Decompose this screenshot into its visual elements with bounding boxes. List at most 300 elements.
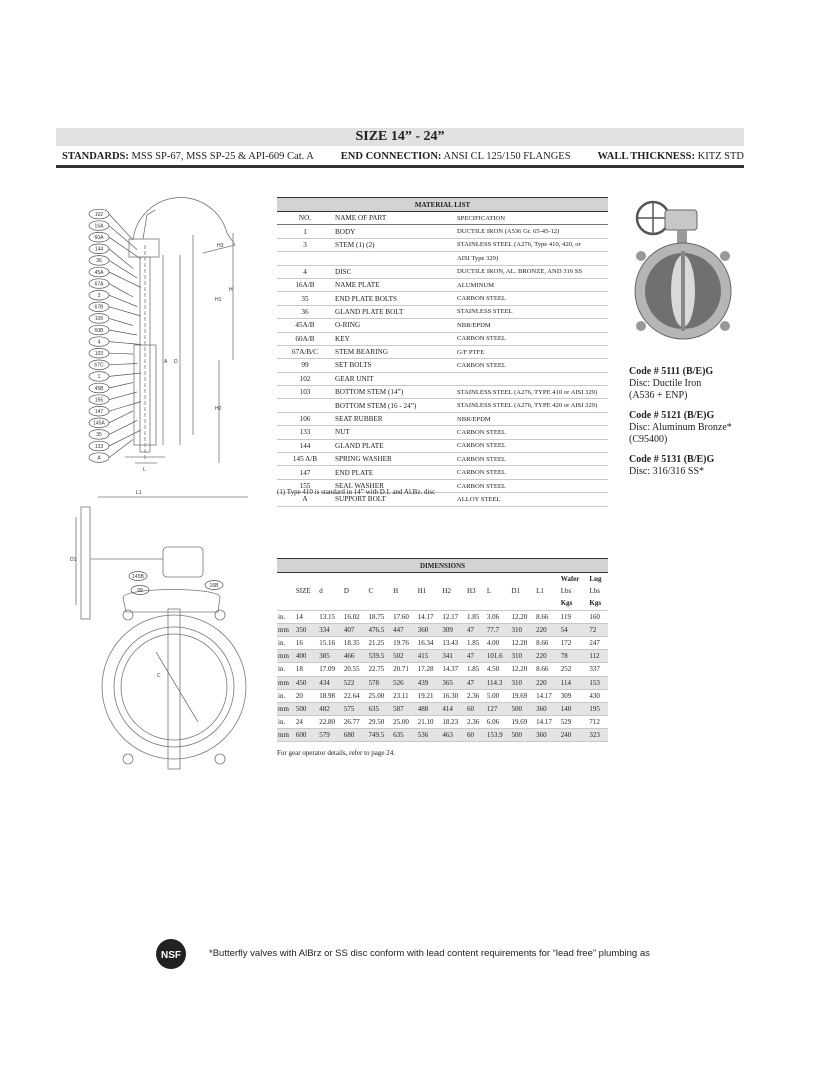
dimension-cell: 16.30 bbox=[441, 689, 466, 702]
dimension-cell: 407 bbox=[343, 623, 368, 636]
code-block-5111 bbox=[629, 366, 759, 402]
material-row bbox=[277, 265, 608, 278]
dimension-cell: 450 bbox=[295, 676, 318, 689]
dimension-cell: 240 bbox=[560, 729, 589, 742]
material-name: KEY bbox=[333, 332, 455, 345]
material-name: BOTTOM STEM (16 - 24”) bbox=[333, 399, 455, 412]
dimension-cell: 14.17 bbox=[417, 610, 442, 623]
dimension-row bbox=[277, 663, 608, 676]
material-row bbox=[277, 453, 608, 466]
material-no: 60A/B bbox=[277, 332, 333, 345]
balloon-label: 155 bbox=[94, 397, 104, 404]
col-header-no: NO. bbox=[277, 212, 333, 225]
dimension-cell: 140 bbox=[560, 702, 589, 715]
col-header-name: NAME OF PART bbox=[333, 212, 455, 225]
handwheel-arc bbox=[133, 198, 227, 240]
dimension-cell: 18.98 bbox=[318, 689, 343, 702]
standards bbox=[62, 151, 314, 162]
material-list-table bbox=[277, 197, 608, 507]
dim-label-d: D bbox=[174, 359, 178, 365]
dimension-cell: 19.21 bbox=[417, 689, 442, 702]
material-row bbox=[277, 399, 608, 412]
dimension-cell: 22.75 bbox=[367, 663, 392, 676]
dimension-cell: 578 bbox=[367, 676, 392, 689]
material-row bbox=[277, 305, 608, 318]
dimension-unit: mm bbox=[277, 729, 295, 742]
balloon-label: 145A bbox=[93, 420, 105, 427]
balloon-145b: 145B bbox=[132, 574, 144, 580]
dimension-row bbox=[277, 729, 608, 742]
col-header: H3 bbox=[467, 587, 476, 596]
dimension-cell: 463 bbox=[441, 729, 466, 742]
dimension-cell: 309 bbox=[560, 689, 589, 702]
dimension-cell: 24 bbox=[295, 716, 318, 729]
dimension-cell: 6.06 bbox=[486, 716, 511, 729]
header-lbs: Lbs bbox=[589, 587, 600, 596]
balloon-label: 133 bbox=[94, 443, 104, 450]
valve-section-drawing bbox=[85, 195, 245, 475]
dimension-cell: 12.20 bbox=[510, 636, 535, 649]
header-kgs: Kgs bbox=[588, 597, 608, 610]
material-row bbox=[277, 319, 608, 332]
dimension-cell: 360 bbox=[535, 729, 560, 742]
balloon-leader bbox=[109, 411, 133, 423]
dimension-cell: 14.37 bbox=[441, 663, 466, 676]
balloon-label: 67C bbox=[94, 362, 104, 369]
dimension-cell: 579 bbox=[318, 729, 343, 742]
balloon-leader bbox=[109, 330, 137, 335]
end-connection bbox=[341, 151, 571, 162]
dimension-cell: 20 bbox=[295, 689, 318, 702]
dimension-cell: 19.69 bbox=[510, 716, 535, 729]
col-header: SIZE bbox=[295, 587, 311, 596]
dimension-cell: 112 bbox=[588, 650, 608, 663]
dimension-cell: 310 bbox=[510, 650, 535, 663]
balloon-16b: 16B bbox=[209, 583, 219, 589]
balloon-leader bbox=[109, 402, 141, 412]
dimension-cell: 23.11 bbox=[392, 689, 417, 702]
dim-label-h: H bbox=[229, 287, 233, 293]
material-row bbox=[277, 332, 608, 345]
material-spec: STAINLESS STEEL (A276, Type 410, 420, or bbox=[455, 238, 608, 251]
material-no: 1 bbox=[277, 225, 333, 238]
dimension-cell: 12.20 bbox=[510, 663, 535, 676]
code-disc-detail: (A536 + ENP) bbox=[629, 390, 688, 401]
balloon-label: 144 bbox=[94, 246, 104, 253]
dimension-cell: 360 bbox=[417, 623, 442, 636]
material-list-title: MATERIAL LIST bbox=[277, 198, 608, 212]
col-header: D bbox=[343, 587, 349, 596]
material-name: SPRING WASHER bbox=[333, 453, 455, 466]
dimension-row bbox=[277, 702, 608, 715]
balloon-label: 102 bbox=[94, 211, 104, 218]
dimension-cell: 526 bbox=[392, 676, 417, 689]
header-lug: Lug bbox=[589, 575, 602, 584]
flange-outer-circle bbox=[102, 615, 246, 759]
material-no: 4 bbox=[277, 265, 333, 278]
dimension-cell: 252 bbox=[560, 663, 589, 676]
balloon-leader bbox=[109, 392, 137, 400]
material-row bbox=[277, 426, 608, 439]
material-name: SEAT RUBBER bbox=[333, 412, 455, 425]
material-name: NAME PLATE bbox=[333, 278, 455, 291]
dimension-cell: 600 bbox=[295, 729, 318, 742]
nsf-logo bbox=[155, 938, 187, 970]
handwheel-edge bbox=[81, 507, 90, 619]
dimension-cell: 8.66 bbox=[535, 610, 560, 623]
dimension-cell: 17.60 bbox=[392, 610, 417, 623]
dimensions-note: For gear operator details, refer to page 24. bbox=[277, 749, 395, 757]
dimension-cell: 20.55 bbox=[343, 663, 368, 676]
balloon-label: 60B bbox=[94, 327, 104, 334]
dimension-cell: 13.43 bbox=[441, 636, 466, 649]
material-spec: AISI Type 329) bbox=[455, 252, 608, 265]
balloon-label: 60A bbox=[94, 235, 104, 241]
material-spec: NBR/EPDM bbox=[455, 412, 608, 425]
balloon-leader bbox=[109, 353, 133, 354]
balloon-label: 147 bbox=[94, 409, 104, 415]
material-name: SUPPORT BOLT bbox=[333, 493, 455, 506]
material-spec: CARBON STEEL bbox=[455, 359, 608, 372]
dimension-cell: 1.85 bbox=[466, 636, 486, 649]
material-no: 145 A/B bbox=[277, 453, 333, 466]
dim-label-a: A bbox=[164, 359, 168, 365]
material-row bbox=[277, 372, 608, 385]
dimension-cell: 172 bbox=[560, 636, 589, 649]
col-header: d bbox=[319, 587, 323, 596]
dimension-row bbox=[277, 676, 608, 689]
dimension-cell: 25.00 bbox=[367, 689, 392, 702]
dimension-cell: 220 bbox=[535, 676, 560, 689]
dimension-cell: 439 bbox=[417, 676, 442, 689]
gear-box bbox=[163, 547, 203, 577]
col-header: C bbox=[368, 587, 374, 596]
material-spec: CARBON STEEL bbox=[455, 453, 608, 466]
balloon-leader bbox=[109, 364, 137, 365]
material-name: DISC bbox=[333, 265, 455, 278]
dimension-cell: 14.17 bbox=[535, 689, 560, 702]
dim-label-h2: H2 bbox=[215, 406, 222, 412]
dimension-cell: 3.06 bbox=[486, 610, 511, 623]
dimension-cell: 434 bbox=[318, 676, 343, 689]
dimension-cell: 29.50 bbox=[367, 716, 392, 729]
dim-label-d1: D1 bbox=[70, 557, 77, 563]
dimension-cell: 114 bbox=[560, 676, 589, 689]
balloon-leader bbox=[109, 373, 141, 376]
balloon-label: A bbox=[97, 455, 101, 462]
dimension-cell: 310 bbox=[510, 676, 535, 689]
dimension-cell: 4.50 bbox=[486, 663, 511, 676]
standards-label: STANDARDS: bbox=[62, 151, 129, 162]
code-disc: Disc: 316/316 SS* bbox=[629, 466, 705, 477]
dimension-cell: 114.3 bbox=[486, 676, 511, 689]
dimension-cell: 522 bbox=[343, 676, 368, 689]
balloon-label: 103 bbox=[94, 351, 104, 357]
dimension-cell: 500 bbox=[295, 702, 318, 715]
dim-label-h1: H1 bbox=[215, 297, 222, 303]
material-spec: STAINLESS STEEL bbox=[455, 305, 608, 318]
dimension-cell: 447 bbox=[392, 623, 417, 636]
product-codes bbox=[629, 366, 759, 486]
dimension-cell: 5.00 bbox=[486, 689, 511, 702]
dimension-cell: 26.77 bbox=[343, 716, 368, 729]
dimension-unit: in. bbox=[277, 636, 295, 649]
dimension-cell: 415 bbox=[417, 650, 442, 663]
material-spec: DUCTILE IRON, AL. BRONZE, AND 316 SS bbox=[455, 265, 608, 278]
material-no: 36 bbox=[277, 305, 333, 318]
balloon-leader bbox=[109, 440, 133, 458]
material-spec: CARBON STEEL bbox=[455, 439, 608, 452]
dimension-cell: 153.9 bbox=[486, 729, 511, 742]
dimension-cell: 47 bbox=[466, 650, 486, 663]
col-header: H2 bbox=[442, 587, 451, 596]
material-no: 155 bbox=[277, 479, 333, 492]
dimension-unit: mm bbox=[277, 676, 295, 689]
dimension-unit: in. bbox=[277, 610, 295, 623]
wall-thickness-value: KITZ STD bbox=[697, 151, 744, 162]
dimension-cell: 15.16 bbox=[318, 636, 343, 649]
balloon-label: 1 bbox=[97, 374, 101, 381]
dimension-cell: 25.00 bbox=[392, 716, 417, 729]
material-row bbox=[277, 359, 608, 372]
material-row bbox=[277, 466, 608, 479]
balloon-99: 99 bbox=[137, 588, 143, 594]
dimension-cell: 310 bbox=[510, 623, 535, 636]
dimension-cell: 4.00 bbox=[486, 636, 511, 649]
wall-thickness bbox=[597, 151, 744, 162]
dimension-cell: 502 bbox=[392, 650, 417, 663]
material-no: 99 bbox=[277, 359, 333, 372]
material-row bbox=[277, 412, 608, 425]
dimension-cell: 195 bbox=[588, 702, 608, 715]
dimension-cell: 153 bbox=[588, 676, 608, 689]
lead-free-footnote: *Butterfly valves with AlBrz or SS disc conform with lead content requirements for “lead free” plumbing as bbox=[209, 948, 650, 959]
nsf-logo-text: NSF bbox=[161, 950, 181, 961]
dimension-cell: 488 bbox=[417, 702, 442, 715]
material-spec: STAINLESS STEEL (A276, TYPE 420 or AISI 329) bbox=[455, 399, 608, 412]
dimension-cell: 16.34 bbox=[417, 636, 442, 649]
dimension-cell: 13.15 bbox=[318, 610, 343, 623]
header-lbs: Lbs bbox=[560, 587, 572, 596]
dimension-cell: 587 bbox=[392, 702, 417, 715]
code-block-5131 bbox=[629, 454, 759, 478]
standards-row bbox=[62, 151, 744, 162]
dimension-unit: in. bbox=[277, 716, 295, 729]
dimension-cell: 680 bbox=[343, 729, 368, 742]
dimension-cell: 16 bbox=[295, 636, 318, 649]
dimension-cell: 635 bbox=[392, 729, 417, 742]
dimension-cell: 19.76 bbox=[392, 636, 417, 649]
material-spec bbox=[455, 372, 608, 385]
dimension-cell: 119 bbox=[560, 610, 589, 623]
material-no: 67A/B/C bbox=[277, 345, 333, 358]
dimension-cell: 17.28 bbox=[417, 663, 442, 676]
dimension-cell: 18 bbox=[295, 663, 318, 676]
col-header: D1 bbox=[511, 587, 521, 596]
material-no: 147 bbox=[277, 466, 333, 479]
material-row bbox=[277, 292, 608, 305]
dimension-cell: 2.36 bbox=[466, 716, 486, 729]
balloon-leader bbox=[109, 421, 137, 435]
dimension-cell: 712 bbox=[588, 716, 608, 729]
dimension-row bbox=[277, 610, 608, 623]
dimension-cell: 482 bbox=[318, 702, 343, 715]
dimension-cell: 19.69 bbox=[510, 689, 535, 702]
material-name: BODY bbox=[333, 225, 455, 238]
material-no: 144 bbox=[277, 439, 333, 452]
material-name: GLAND PLATE BOLT bbox=[333, 305, 455, 318]
dimension-cell: 54 bbox=[560, 623, 589, 636]
dim-label-l1: L1 bbox=[136, 490, 142, 496]
size-title: SIZE 14” - 24” bbox=[56, 128, 744, 146]
material-spec: CARBON STEEL bbox=[455, 426, 608, 439]
dimension-cell: 1.85 bbox=[466, 663, 486, 676]
dimension-cell: 20.71 bbox=[392, 663, 417, 676]
dimension-unit: in. bbox=[277, 663, 295, 676]
material-row bbox=[277, 238, 608, 251]
material-no: A bbox=[277, 493, 333, 506]
dimension-cell: 500 bbox=[510, 729, 535, 742]
balloon-label: 45B bbox=[94, 385, 104, 392]
balloon-leader bbox=[109, 237, 141, 259]
dimension-cell: 22.64 bbox=[343, 689, 368, 702]
dimension-cell: 2.36 bbox=[466, 689, 486, 702]
standards-value: MSS SP-67, MSS SP-25 & API-609 Cat. A bbox=[131, 151, 314, 162]
material-no: 45A/B bbox=[277, 319, 333, 332]
col-header: L bbox=[486, 587, 492, 596]
balloon-label: 36 bbox=[96, 258, 102, 265]
col-header-spec: SPECIFICATION bbox=[455, 212, 608, 225]
balloon-label: 45A bbox=[94, 269, 104, 276]
dimension-cell: 476.5 bbox=[367, 623, 392, 636]
material-spec: CARBON STEEL bbox=[455, 479, 608, 492]
dimension-cell: 21.25 bbox=[367, 636, 392, 649]
valve-front-drawing bbox=[68, 487, 258, 777]
dimension-cell: 635 bbox=[367, 702, 392, 715]
dimension-cell: 385 bbox=[318, 650, 343, 663]
wall-thickness-label: WALL THICKNESS: bbox=[597, 151, 695, 162]
header-rule bbox=[56, 165, 744, 168]
material-no: 106 bbox=[277, 412, 333, 425]
dimension-cell: 18.75 bbox=[367, 610, 392, 623]
balloon-leader bbox=[109, 260, 137, 278]
balloon-label: 67B bbox=[94, 304, 104, 311]
dimension-cell: 47 bbox=[466, 676, 486, 689]
material-name: END PLATE bbox=[333, 466, 455, 479]
material-spec: NBR/EPDM bbox=[455, 319, 608, 332]
dimension-cell: 22.80 bbox=[318, 716, 343, 729]
material-row bbox=[277, 345, 608, 358]
material-no: 102 bbox=[277, 372, 333, 385]
balloon-label: 67A bbox=[94, 281, 104, 288]
material-name bbox=[333, 252, 455, 265]
dimension-cell: 536 bbox=[417, 729, 442, 742]
balloon-leader bbox=[109, 307, 141, 316]
dimension-cell: 12.20 bbox=[510, 610, 535, 623]
material-name: SEAL WASHER bbox=[333, 479, 455, 492]
dimensions-table bbox=[277, 558, 608, 742]
material-name: BOTTOM STEM (14”) bbox=[333, 386, 455, 399]
dimension-cell: 127 bbox=[486, 702, 511, 715]
dimension-cell: 309 bbox=[441, 623, 466, 636]
dimension-cell: 220 bbox=[535, 623, 560, 636]
material-name: GLAND PLATE bbox=[333, 439, 455, 452]
valve-photo bbox=[625, 196, 737, 346]
material-name: SET BOLTS bbox=[333, 359, 455, 372]
dimension-cell: 60 bbox=[466, 729, 486, 742]
material-no: 103 bbox=[277, 386, 333, 399]
dimension-cell: 72 bbox=[588, 623, 608, 636]
dimension-cell: 247 bbox=[588, 636, 608, 649]
material-no: 35 bbox=[277, 292, 333, 305]
dimension-unit: in. bbox=[277, 689, 295, 702]
dimensions-title: DIMENSIONS bbox=[277, 559, 608, 573]
material-spec: ALUMINUM bbox=[455, 278, 608, 291]
col-header: L1 bbox=[536, 587, 544, 596]
dimension-cell: 337 bbox=[588, 663, 608, 676]
dimension-row bbox=[277, 650, 608, 663]
code-block-5121 bbox=[629, 410, 759, 446]
dimension-cell: 360 bbox=[535, 702, 560, 715]
material-note: (1) Type 410 is standard in 14” with D.I. and Al.Bz. disc bbox=[277, 488, 436, 496]
balloon-label: 35 bbox=[96, 432, 102, 439]
code-disc: Disc: Ductile Iron bbox=[629, 378, 702, 389]
material-spec: G/F PTFE bbox=[455, 345, 608, 358]
dimension-cell: 334 bbox=[318, 623, 343, 636]
dimension-cell: 341 bbox=[441, 650, 466, 663]
end-connection-label: END CONNECTION: bbox=[340, 151, 442, 162]
dimension-cell: 500 bbox=[510, 702, 535, 715]
code-disc-detail: (C95400) bbox=[629, 434, 668, 445]
balloon-leader bbox=[109, 318, 133, 325]
material-no bbox=[277, 399, 333, 412]
end-connection-value: ANSI CL 125/150 FLANGES bbox=[443, 151, 571, 162]
material-name: O-RING bbox=[333, 319, 455, 332]
dimension-cell: 18.35 bbox=[343, 636, 368, 649]
dimension-cell: 1.85 bbox=[466, 610, 486, 623]
dimension-cell: 749.5 bbox=[367, 729, 392, 742]
dimension-cell: 60 bbox=[466, 702, 486, 715]
balloon-leader bbox=[109, 383, 133, 389]
dimension-cell: 400 bbox=[295, 650, 318, 663]
material-name: STEM BEARING bbox=[333, 345, 455, 358]
material-row bbox=[277, 252, 608, 265]
dimension-cell: 539.5 bbox=[367, 650, 392, 663]
dimension-cell: 365 bbox=[441, 676, 466, 689]
dimension-cell: 14 bbox=[295, 610, 318, 623]
material-name: END PLATE BOLTS bbox=[333, 292, 455, 305]
dimension-cell: 350 bbox=[295, 623, 318, 636]
material-row bbox=[277, 278, 608, 291]
dimension-cell: 8.66 bbox=[535, 636, 560, 649]
material-spec: DUCTILE IRON (A536 Gr. 65-45-12) bbox=[455, 225, 608, 238]
material-no: 16A/B bbox=[277, 278, 333, 291]
dim-label-c: C bbox=[157, 673, 161, 679]
material-no: 133 bbox=[277, 426, 333, 439]
dimension-cell: 78 bbox=[560, 650, 589, 663]
balloon-leader bbox=[109, 342, 141, 345]
material-spec: CARBON STEEL bbox=[455, 292, 608, 305]
balloon-leader bbox=[109, 284, 133, 297]
dimension-cell: 160 bbox=[588, 610, 608, 623]
dimension-cell: 14.17 bbox=[535, 716, 560, 729]
dimension-unit: mm bbox=[277, 623, 295, 636]
dimension-cell: 77.7 bbox=[486, 623, 511, 636]
code-title: Code # 5131 (B/E)G bbox=[629, 454, 715, 465]
code-title: Code # 5111 (B/E)G bbox=[629, 366, 714, 377]
code-title: Code # 5121 (B/E)G bbox=[629, 410, 715, 421]
material-no bbox=[277, 252, 333, 265]
